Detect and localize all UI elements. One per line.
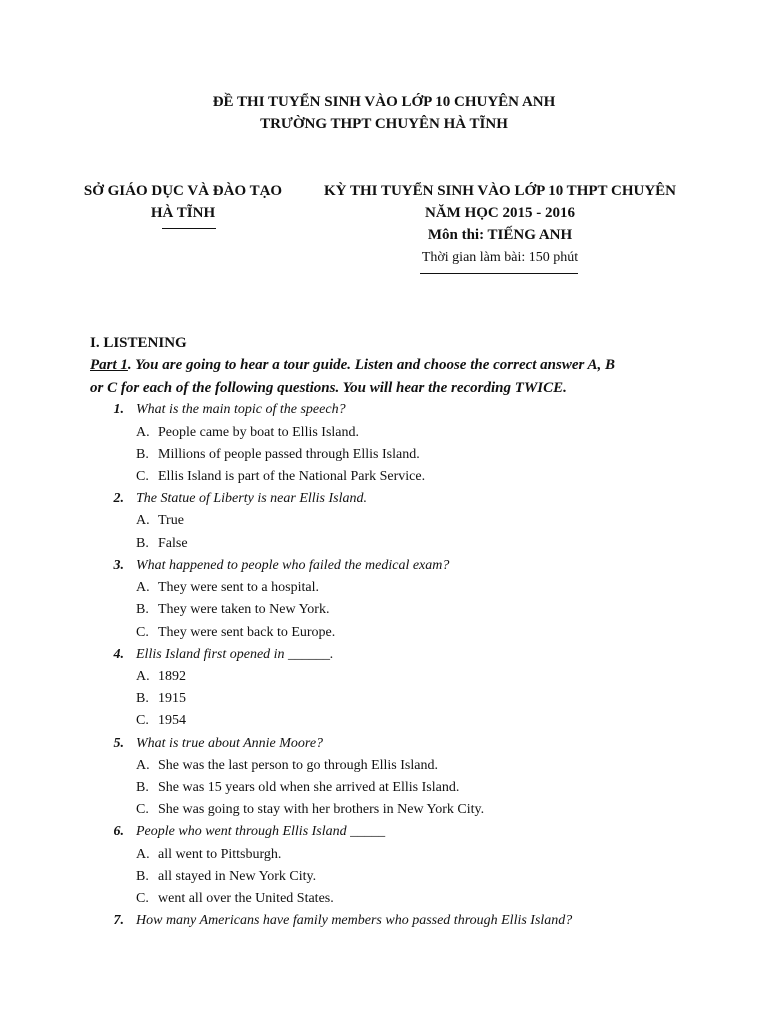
part-instruction-line-2: or C for each of the following questions. You will hear the recording TWICE. <box>90 380 567 396</box>
option-letter: A. <box>136 513 150 528</box>
option-letter: C. <box>136 625 149 640</box>
option-text: 1892 <box>158 669 186 684</box>
option-letter: B. <box>136 691 149 706</box>
province-name: HÀ TĨNH <box>150 205 216 221</box>
option-text: all went to Pittsburgh. <box>158 847 282 862</box>
option-text: all stayed in New York City. <box>158 869 317 884</box>
department-name: SỞ GIÁO DỤC VÀ ĐÀO TẠO <box>83 183 283 199</box>
school-name: TRƯỜNG THPT CHUYÊN HÀ TĨNH <box>260 116 508 132</box>
option-letter: A. <box>136 758 150 773</box>
option-text: They were taken to New York. <box>158 602 330 617</box>
question-number: 7. <box>113 913 124 928</box>
option-letter: A. <box>136 425 150 440</box>
exam-title: ĐỀ THI TUYỂN SINH VÀO LỚP 10 CHUYÊN ANH <box>212 94 556 110</box>
option-text: True <box>158 513 184 528</box>
option-text: 1915 <box>158 691 186 706</box>
right-divider <box>420 273 578 274</box>
option-text: went all over the United States. <box>158 891 334 906</box>
option-letter: B. <box>136 602 149 617</box>
option-text: 1954 <box>158 713 186 728</box>
left-divider <box>162 228 216 229</box>
option-text: False <box>158 536 188 551</box>
option-text: Ellis Island is part of the National Park Service. <box>158 469 426 484</box>
question-number: 4. <box>113 647 124 662</box>
option-letter: C. <box>136 469 149 484</box>
option-text: They were sent back to Europe. <box>158 625 336 640</box>
option-letter: C. <box>136 891 149 906</box>
question-text: What is the main topic of the speech? <box>136 402 346 417</box>
exam-subject: Môn thi: TIẾNG ANH <box>427 227 573 243</box>
question-text: How many Americans have family members who passed through Ellis Island? <box>136 913 573 928</box>
section-title: I. LISTENING <box>90 335 187 351</box>
option-letter: A. <box>136 847 150 862</box>
exam-duration: Thời gian làm bài: 150 phút <box>421 250 579 265</box>
option-text: She was the last person to go through Ellis Island. <box>158 758 438 773</box>
option-letter: A. <box>136 669 150 684</box>
option-letter: B. <box>136 780 149 795</box>
option-letter: A. <box>136 580 150 595</box>
question-text: What is true about Annie Moore? <box>136 736 324 751</box>
question-text: What happened to people who failed the medical exam? <box>136 558 450 573</box>
option-text: They were sent to a hospital. <box>158 580 319 595</box>
question-number: 3. <box>113 558 124 573</box>
option-letter: B. <box>136 447 149 462</box>
option-letter: B. <box>136 536 149 551</box>
part-label: Part 1 <box>90 357 128 373</box>
question-text: People who went through Ellis Island _____ <box>136 824 386 839</box>
option-letter: C. <box>136 802 149 817</box>
question-number: 5. <box>113 736 124 751</box>
school-year: NĂM HỌC 2015 - 2016 <box>425 205 575 221</box>
exam-name: KỲ THI TUYỂN SINH VÀO LỚP 10 THPT CHUYÊN <box>323 183 677 199</box>
option-text: She was going to stay with her brothers in New York City. <box>158 802 485 817</box>
question-number: 1. <box>113 402 124 417</box>
option-letter: C. <box>136 713 149 728</box>
question-text: Ellis Island first opened in ______. <box>136 647 334 662</box>
part-instruction-text: . You are going to hear a tour guide. Listen and choose the correct answer A, B <box>127 357 616 373</box>
option-text: Millions of people passed through Ellis Island. <box>158 447 420 462</box>
part-instruction-line-1 <box>90 357 615 374</box>
option-text: People came by boat to Ellis Island. <box>158 425 360 440</box>
option-letter: B. <box>136 869 149 884</box>
question-number: 6. <box>113 824 124 839</box>
question-text: The Statue of Liberty is near Ellis Island. <box>136 491 367 506</box>
question-number: 2. <box>113 491 124 506</box>
option-text: She was 15 years old when she arrived at Ellis Island. <box>158 780 460 795</box>
